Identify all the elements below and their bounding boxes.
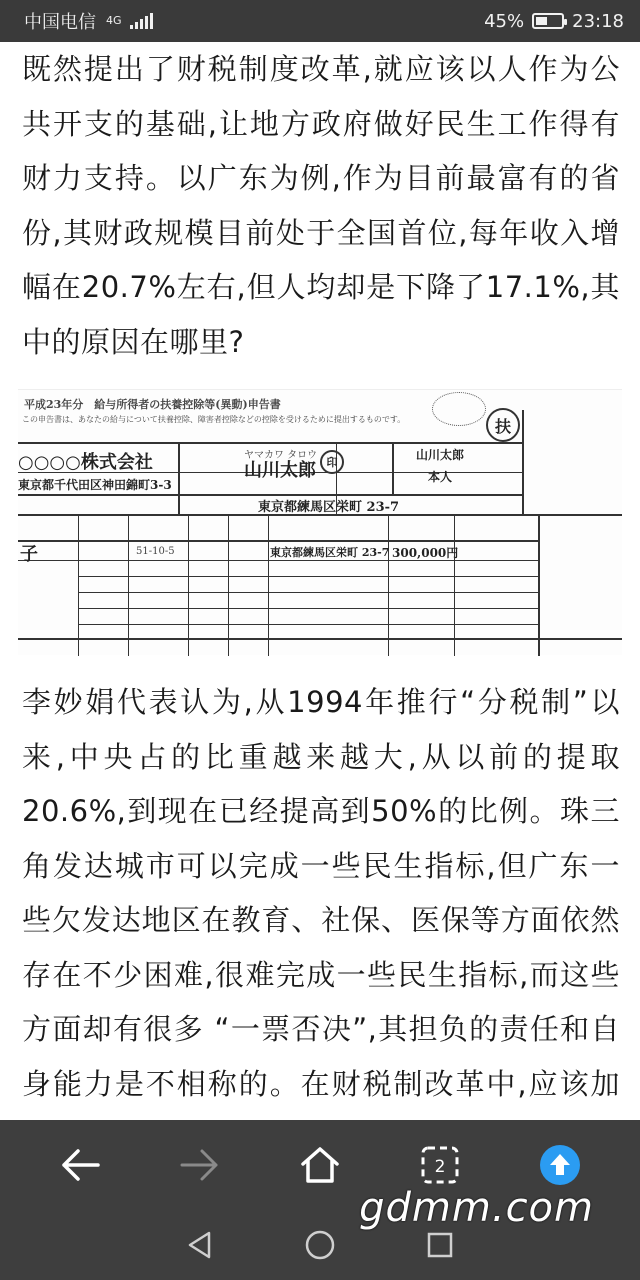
home-button[interactable] [288, 1133, 352, 1197]
status-right [484, 11, 624, 32]
carrier-name: 中国电信 [24, 12, 96, 33]
nav-back-icon [185, 1230, 215, 1260]
company-address: 東京都千代田区神田錦町3-3 [18, 478, 172, 492]
battery-percent: 45% [484, 10, 525, 32]
battery-icon [532, 13, 564, 29]
employee-name: 山川太郎 [244, 460, 316, 481]
article-paragraph-2: 李妙娟代表认为,从1994年推行“分税制”以来,中央占的比重越来越大,从以前的提取20.6%,到现在已经提高到50%的比例。珠三角发达城市可以完成一些民生指标,但广东一些欠发达地区在教育、社保、医保等方面依然存在不少困难,很难完成一些民生指标,而这些方面却有很多 “一票否决”,其担负的责任和自身能力是不相称的。在财税制改革中,应该加 [22, 685, 620, 1101]
tabs-icon [420, 1145, 460, 1185]
back-arrow-icon [60, 1148, 100, 1182]
scanned-tax-form-image [18, 389, 622, 655]
article-paragraph-1: 既然提出了财税制度改革,就应该以人作为公共开支的基础,让地方政府做好民生工作得有财力支持。以广东为例,作为目前最富有的省份,其财政规模目前处于全国首位,每年收入增幅在20.7%左右,但人均却是下降了17.1%,其中的原因在哪里? [22, 52, 620, 359]
article-content[interactable] [0, 42, 640, 1120]
form-header: 平成23年分 給与所得者の扶養控除等(異動)申告書 [24, 398, 281, 411]
nav-home-button[interactable] [288, 1213, 352, 1277]
clock: 23:18 [572, 10, 624, 32]
status-bar [0, 0, 640, 42]
scroll-top-icon [539, 1144, 581, 1186]
dependent-address: 東京都練馬区栄町 23-7 [270, 546, 390, 559]
company-name: ○○○○株式会社 [18, 452, 153, 473]
householder-relation: 本人 [428, 470, 453, 484]
forward-arrow-icon [180, 1148, 220, 1182]
householder-name: 山川太郎 [416, 448, 465, 462]
nav-recents-icon [425, 1230, 455, 1260]
form-note: この申告書は、あなたの給与について扶養控除、障害者控除などの控除を受けるために提出するものです。 [22, 415, 406, 424]
dependent-birth: 51-10-5 [136, 546, 175, 557]
tab-count: 2 [434, 1157, 446, 1177]
forward-button[interactable] [168, 1133, 232, 1197]
dependent-mark: 子 [20, 544, 38, 565]
dependent-income: 300,000円 [392, 546, 459, 560]
name-kana: ヤマカワ タロウ [244, 450, 318, 461]
signal-icon [130, 13, 153, 29]
home-icon [300, 1146, 340, 1184]
nav-home-icon [304, 1229, 336, 1261]
employee-address: 東京都練馬区栄町 23-7 [258, 500, 400, 515]
seal-mark [432, 392, 486, 426]
status-left [24, 8, 153, 34]
network-type: 4G [106, 14, 122, 27]
battery-fill [536, 17, 547, 25]
stamp-icon: 扶 [486, 408, 520, 442]
personal-seal-icon: 印 [320, 450, 344, 474]
site-watermark: gdmm.com [359, 1185, 594, 1231]
back-button[interactable] [48, 1133, 112, 1197]
nav-back-button[interactable] [168, 1213, 232, 1277]
